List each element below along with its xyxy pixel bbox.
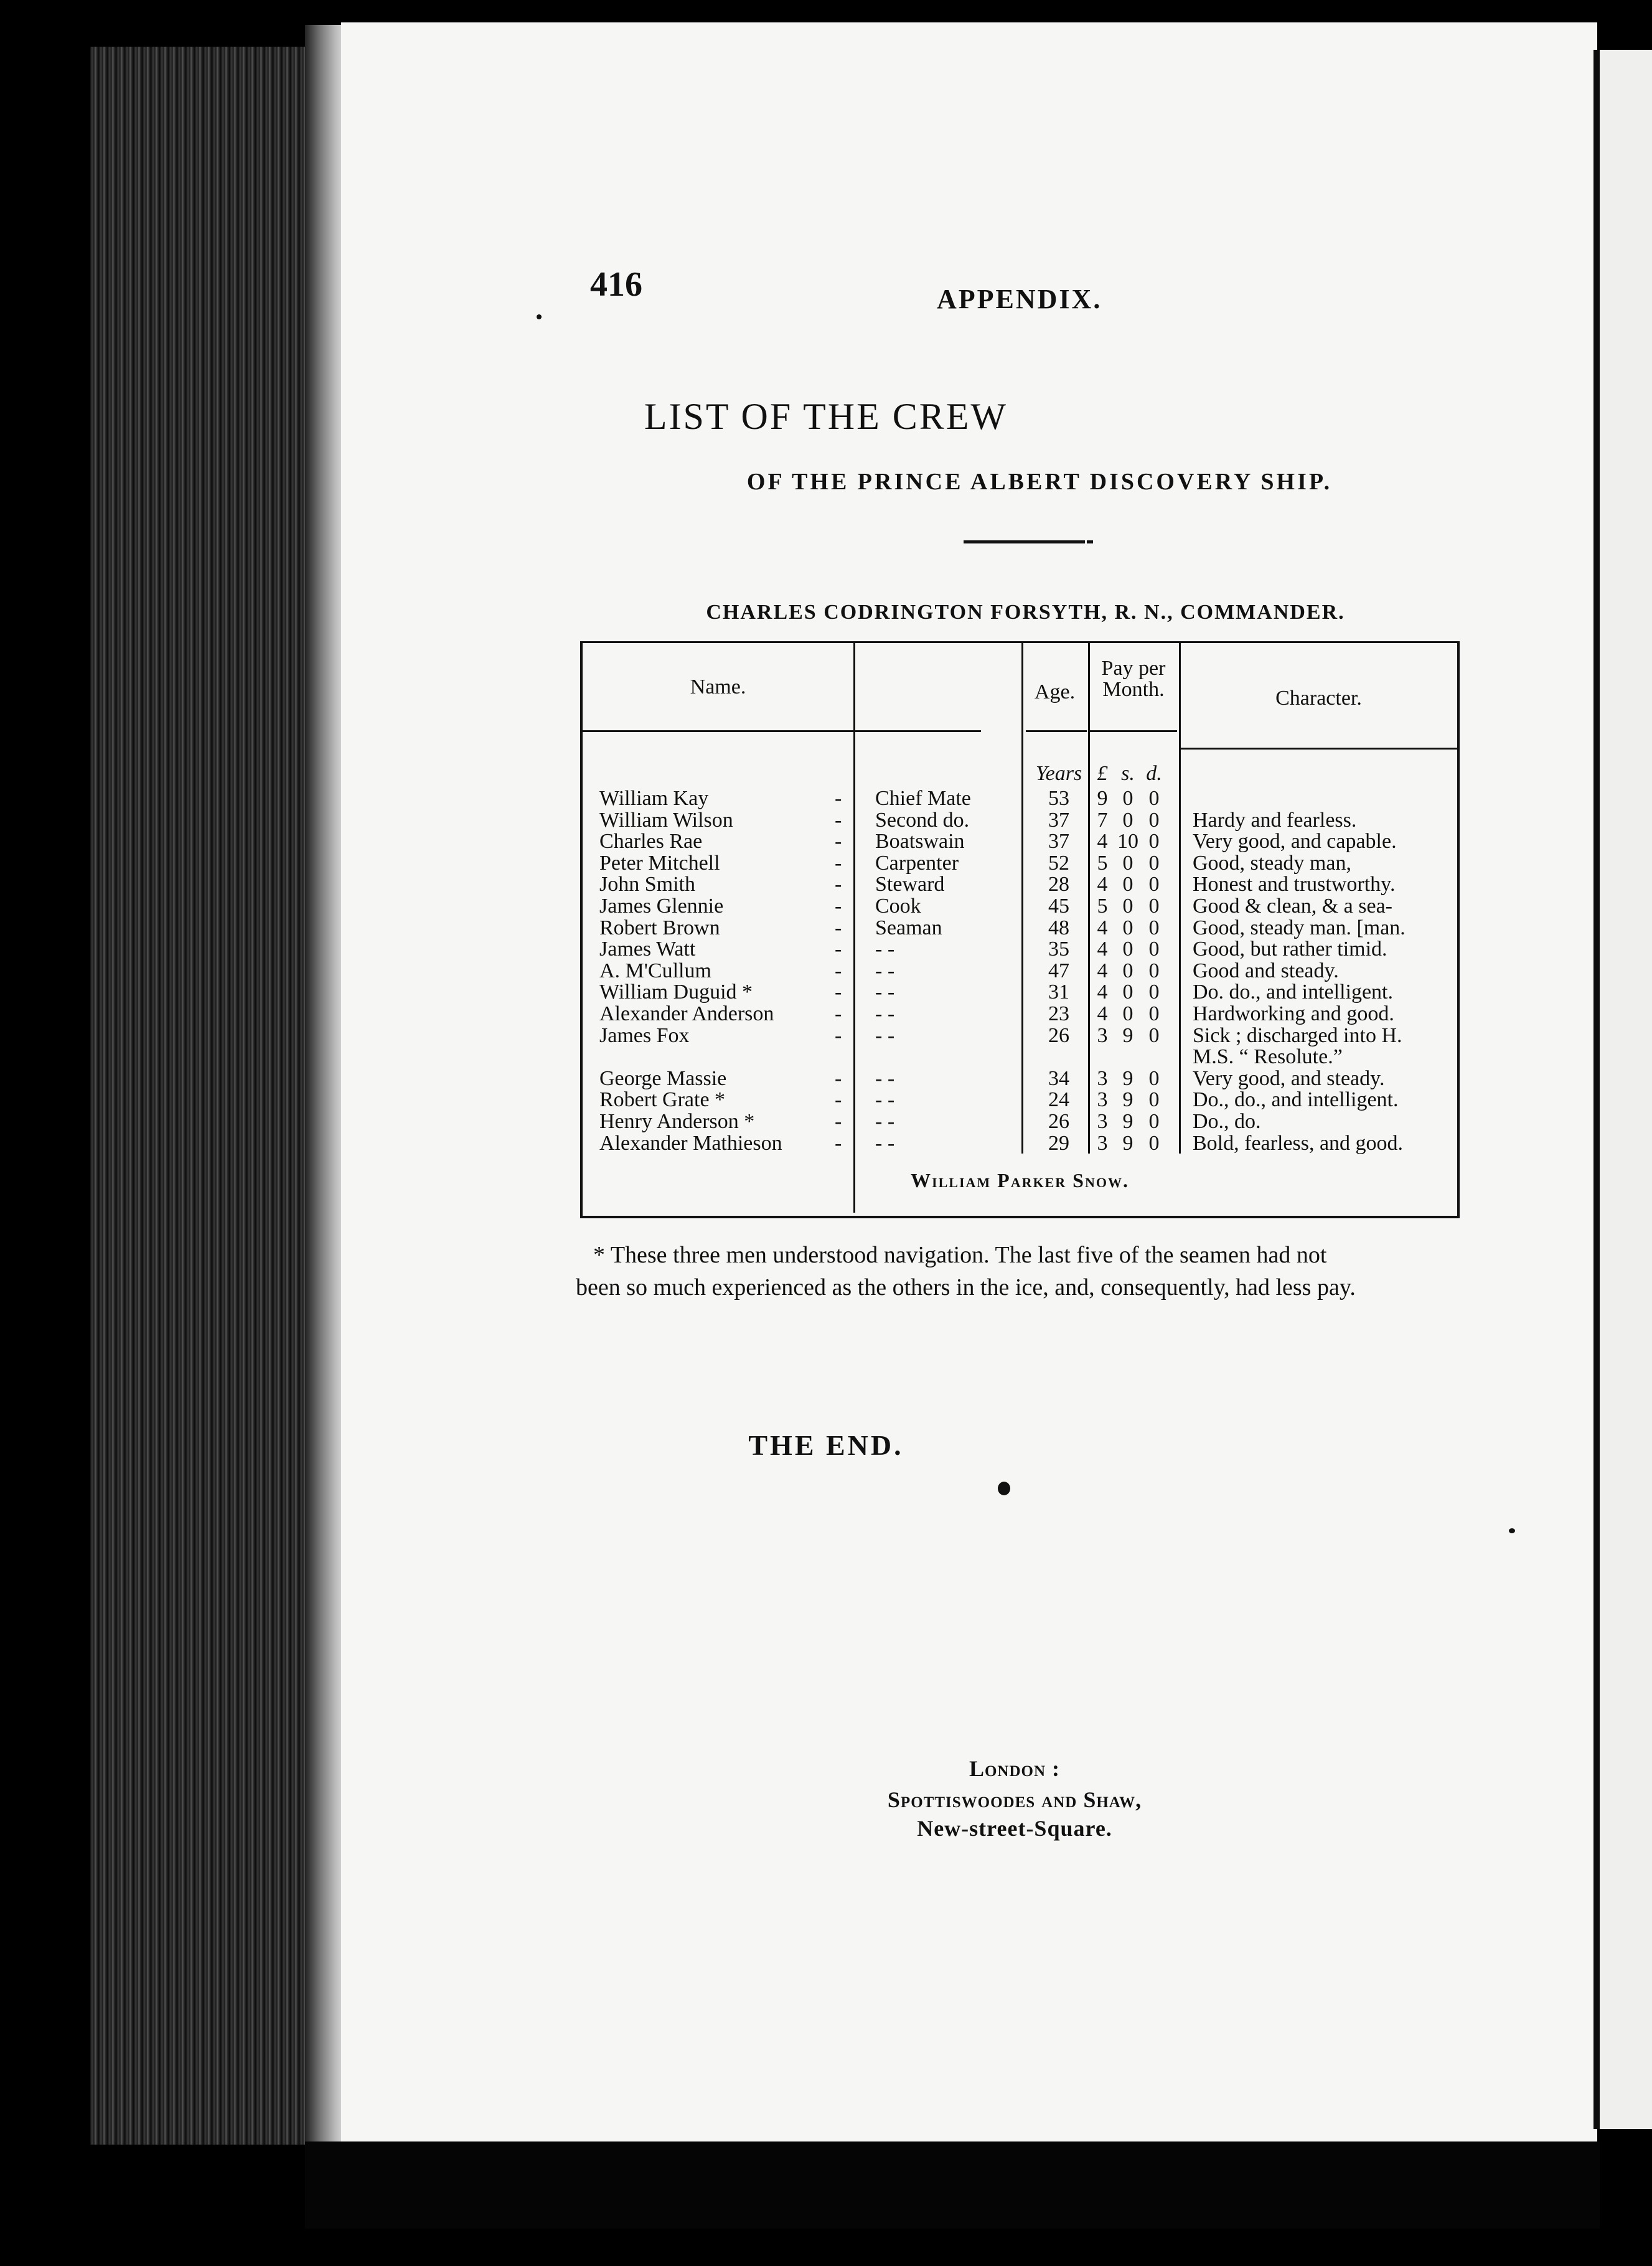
cell-age: 26 [1048, 1110, 1069, 1133]
cell-dash: - [835, 895, 842, 918]
cell-age: 23 [1048, 1002, 1069, 1025]
cell-rank: - - [875, 1002, 895, 1025]
ink-speck [1509, 1528, 1515, 1533]
cell-l: 4 [1097, 938, 1108, 961]
title-rule-tail [1087, 540, 1093, 543]
cell-age: 37 [1048, 830, 1069, 853]
cell-d: 0 [1148, 808, 1160, 832]
cell-rank: - - [875, 1131, 895, 1155]
crew-table [580, 641, 1460, 1218]
cell-dash: - [835, 830, 842, 853]
cell-s: 9 [1122, 1066, 1133, 1090]
cell-s: 9 [1122, 1023, 1133, 1047]
cell-s: 0 [1122, 1002, 1133, 1025]
cell-age: 29 [1048, 1131, 1069, 1155]
cell-l: 7 [1097, 808, 1108, 832]
cell-dash: - [835, 1066, 842, 1090]
cell-l: 4 [1097, 830, 1108, 853]
cell-dash: - [835, 938, 842, 961]
cell-dash: - [835, 873, 842, 896]
cell-character: Do. do., and intelligent. [1193, 980, 1394, 1004]
cell-character: Very good, and capable. [1193, 830, 1397, 853]
table-row [583, 1004, 1457, 1025]
table-row [583, 788, 1457, 809]
unit-pounds: £ [1097, 762, 1108, 785]
table-row [583, 896, 1457, 917]
cell-age: 37 [1048, 808, 1069, 832]
cell-d: 0 [1148, 873, 1160, 896]
imprint-address: New-street-Square. [917, 1816, 1112, 1841]
cell-character: Do., do., and intelligent. [1193, 1088, 1399, 1112]
right-page-edge [1593, 50, 1600, 2129]
cell-d: 0 [1148, 1088, 1160, 1112]
cell-name: William Wilson [599, 808, 733, 832]
cell-rank: Carpenter [875, 851, 959, 875]
cell-d: 0 [1148, 980, 1160, 1004]
cell-dash: - [835, 1023, 842, 1047]
cell-l: 3 [1097, 1023, 1108, 1047]
cell-l: 3 [1097, 1131, 1108, 1155]
cell-character: Good, but rather timid. [1193, 938, 1387, 961]
ink-speck [537, 314, 542, 319]
cell-l: 4 [1097, 873, 1108, 896]
cell-s: 0 [1122, 787, 1133, 810]
bottom-shadow [305, 2141, 1600, 2229]
cell-s: 9 [1122, 1088, 1133, 1112]
table-row [583, 810, 1457, 831]
commander-line: CHARLES CODRINGTON FORSYTH, R. N., COMMANDER. [706, 601, 1345, 624]
cell-s: 0 [1122, 980, 1133, 1004]
cell-age: 53 [1048, 787, 1069, 810]
cell-dash: - [835, 980, 842, 1004]
table-row [583, 853, 1457, 874]
cell-name: Robert Grate * [599, 1088, 726, 1112]
cell-character: Sick ; discharged into H. [1193, 1023, 1402, 1047]
cell-d: 0 [1148, 916, 1160, 939]
footnote [576, 1239, 1460, 1304]
cell-rank: Second do. [875, 808, 970, 832]
header-pay-line2: Month. [1102, 678, 1165, 701]
cell-d: 0 [1148, 1002, 1160, 1025]
cell-character: Bold, fearless, and good. [1193, 1131, 1404, 1155]
end-ornament [998, 1482, 1010, 1495]
cell-age: 52 [1048, 851, 1069, 875]
cell-rank: Cook [875, 895, 921, 918]
cell-l: 5 [1097, 895, 1108, 918]
cell-s: 0 [1122, 916, 1133, 939]
cell-rank: - - [875, 959, 895, 982]
page-subtitle: OF THE PRINCE ALBERT DISCOVERY SHIP. [746, 469, 1333, 495]
cell-age: 34 [1048, 1066, 1069, 1090]
cell-age: 48 [1048, 916, 1069, 939]
cell-name: Alexander Anderson [599, 1002, 774, 1025]
cell-s: 0 [1122, 873, 1133, 896]
table-row [583, 1025, 1457, 1046]
unit-years: Years [1035, 762, 1082, 785]
cell-l: 4 [1097, 1002, 1108, 1025]
cell-name: Peter Mitchell [599, 851, 720, 875]
cell-d: 0 [1148, 938, 1160, 961]
imprint-printer: Spottiswoodes and Shaw, [887, 1787, 1142, 1812]
page-number: 416 [590, 265, 642, 304]
cell-character: Good, steady man. [man. [1193, 916, 1406, 939]
table-row [583, 1089, 1457, 1111]
header-age: Age. [1034, 680, 1076, 703]
cell-name: William Duguid * [599, 980, 753, 1004]
cell-s: 10 [1117, 830, 1138, 853]
header-pay [1088, 658, 1179, 700]
cell-dash: - [835, 1131, 842, 1155]
cell-d: 0 [1148, 1110, 1160, 1133]
cell-s: 0 [1122, 808, 1133, 832]
cell-dash: - [835, 959, 842, 982]
cell-s: 9 [1122, 1110, 1133, 1133]
header-character: Character. [1275, 687, 1362, 710]
next-page-strip [1600, 50, 1652, 2129]
cell-d: 0 [1148, 1131, 1160, 1155]
cell-s: 0 [1122, 851, 1133, 875]
cell-character: Hardworking and good. [1193, 1002, 1394, 1025]
cell-dash: - [835, 808, 842, 832]
cell-rank: - - [875, 1023, 895, 1047]
table-row [583, 1046, 1457, 1068]
cell-age: 35 [1048, 938, 1069, 961]
header-rule [1090, 730, 1177, 732]
cell-dash: - [835, 916, 842, 939]
cell-d: 0 [1148, 787, 1160, 810]
table-row [583, 831, 1457, 852]
cell-d: 0 [1148, 895, 1160, 918]
cell-dash: - [835, 1002, 842, 1025]
cell-dash: - [835, 851, 842, 875]
cell-age: 24 [1048, 1088, 1069, 1112]
header-pay-line1: Pay per [1101, 657, 1166, 680]
cell-l: 3 [1097, 1110, 1108, 1133]
cell-s: 0 [1122, 938, 1133, 961]
cell-rank: Boatswain [875, 830, 965, 853]
cell-age: 28 [1048, 873, 1069, 896]
header-rule [1180, 748, 1457, 750]
header-name: Name. [690, 675, 746, 698]
cell-name: Alexander Mathieson [599, 1131, 782, 1155]
cell-d: 0 [1148, 1066, 1160, 1090]
unit-pence: d. [1146, 762, 1162, 785]
cell-dash: - [835, 1110, 842, 1133]
cell-character: Hardy and fearless. [1193, 808, 1357, 832]
cell-age: 31 [1048, 980, 1069, 1004]
cell-character: Honest and trustworthy. [1193, 873, 1396, 896]
cell-name: James Watt [599, 938, 696, 961]
cell-l: 4 [1097, 980, 1108, 1004]
cell-rank: - - [875, 1066, 895, 1090]
cell-rank: - - [875, 980, 895, 1004]
title-rule [964, 540, 1085, 543]
cell-name: Charles Rae [599, 830, 703, 853]
footnote-line: * These three men understood navigation. The last five of the seamen had not [593, 1242, 1327, 1268]
cell-name: James Fox [599, 1023, 690, 1047]
cell-s: 0 [1122, 959, 1133, 982]
cell-name: Henry Anderson * [599, 1110, 755, 1133]
cell-s: 9 [1122, 1131, 1133, 1155]
cell-name: William Kay [599, 787, 709, 810]
cell-l: 3 [1097, 1088, 1108, 1112]
cell-d: 0 [1148, 1023, 1160, 1047]
units-row [583, 763, 1457, 784]
cell-character: M.S. “ Resolute.” [1193, 1045, 1343, 1069]
cell-character: Good and steady. [1193, 959, 1339, 982]
cell-l: 9 [1097, 787, 1108, 810]
header-rule [1026, 730, 1087, 732]
cell-l: 4 [1097, 916, 1108, 939]
cell-character: Very good, and steady. [1193, 1066, 1385, 1090]
table-row [583, 982, 1457, 1003]
header-rule [583, 730, 981, 732]
cell-dash: - [835, 787, 842, 810]
cell-s: 0 [1122, 895, 1133, 918]
unit-shillings: s. [1121, 762, 1135, 785]
cell-d: 0 [1148, 959, 1160, 982]
cell-d: 0 [1148, 830, 1160, 853]
cell-l: 4 [1097, 959, 1108, 982]
running-head: APPENDIX. [937, 284, 1102, 314]
cell-rank: - - [875, 1088, 895, 1112]
cell-name: James Glennie [599, 895, 724, 918]
cell-age: 45 [1048, 895, 1069, 918]
cell-name: George Massie [599, 1066, 727, 1090]
cell-age: 26 [1048, 1023, 1069, 1047]
imprint-city: London : [969, 1756, 1061, 1781]
cell-rank: Chief Mate [875, 787, 971, 810]
footnote-line: been so much experienced as the others in the ice, and, consequently, had less pay. [576, 1274, 1356, 1300]
cell-character: Good & clean, & a sea- [1193, 895, 1392, 918]
cell-character: Do., do. [1193, 1110, 1261, 1133]
cell-age: 47 [1048, 959, 1069, 982]
table-row [583, 961, 1457, 982]
table-row [583, 1068, 1457, 1089]
table-row [583, 1111, 1457, 1132]
cell-d: 0 [1148, 851, 1160, 875]
the-end: THE END. [748, 1429, 904, 1461]
cell-rank: Steward [875, 873, 945, 896]
cell-l: 5 [1097, 851, 1108, 875]
table-row [583, 918, 1457, 939]
table-row [583, 874, 1457, 895]
cell-rank: Seaman [875, 916, 942, 939]
cell-name: Robert Brown [599, 916, 720, 939]
table-row [583, 1133, 1457, 1154]
cell-rank: - - [875, 1110, 895, 1133]
cell-dash: - [835, 1088, 842, 1112]
cell-name: John Smith [599, 873, 695, 896]
cell-l: 3 [1097, 1066, 1108, 1090]
table-row [583, 939, 1457, 960]
cell-character: Good, steady man, [1193, 851, 1351, 875]
signature: William Parker Snow. [911, 1169, 1129, 1192]
page-title: LIST OF THE CREW [644, 396, 1008, 437]
cell-name: A. M'Cullum [599, 959, 711, 982]
cell-rank: - - [875, 938, 895, 961]
